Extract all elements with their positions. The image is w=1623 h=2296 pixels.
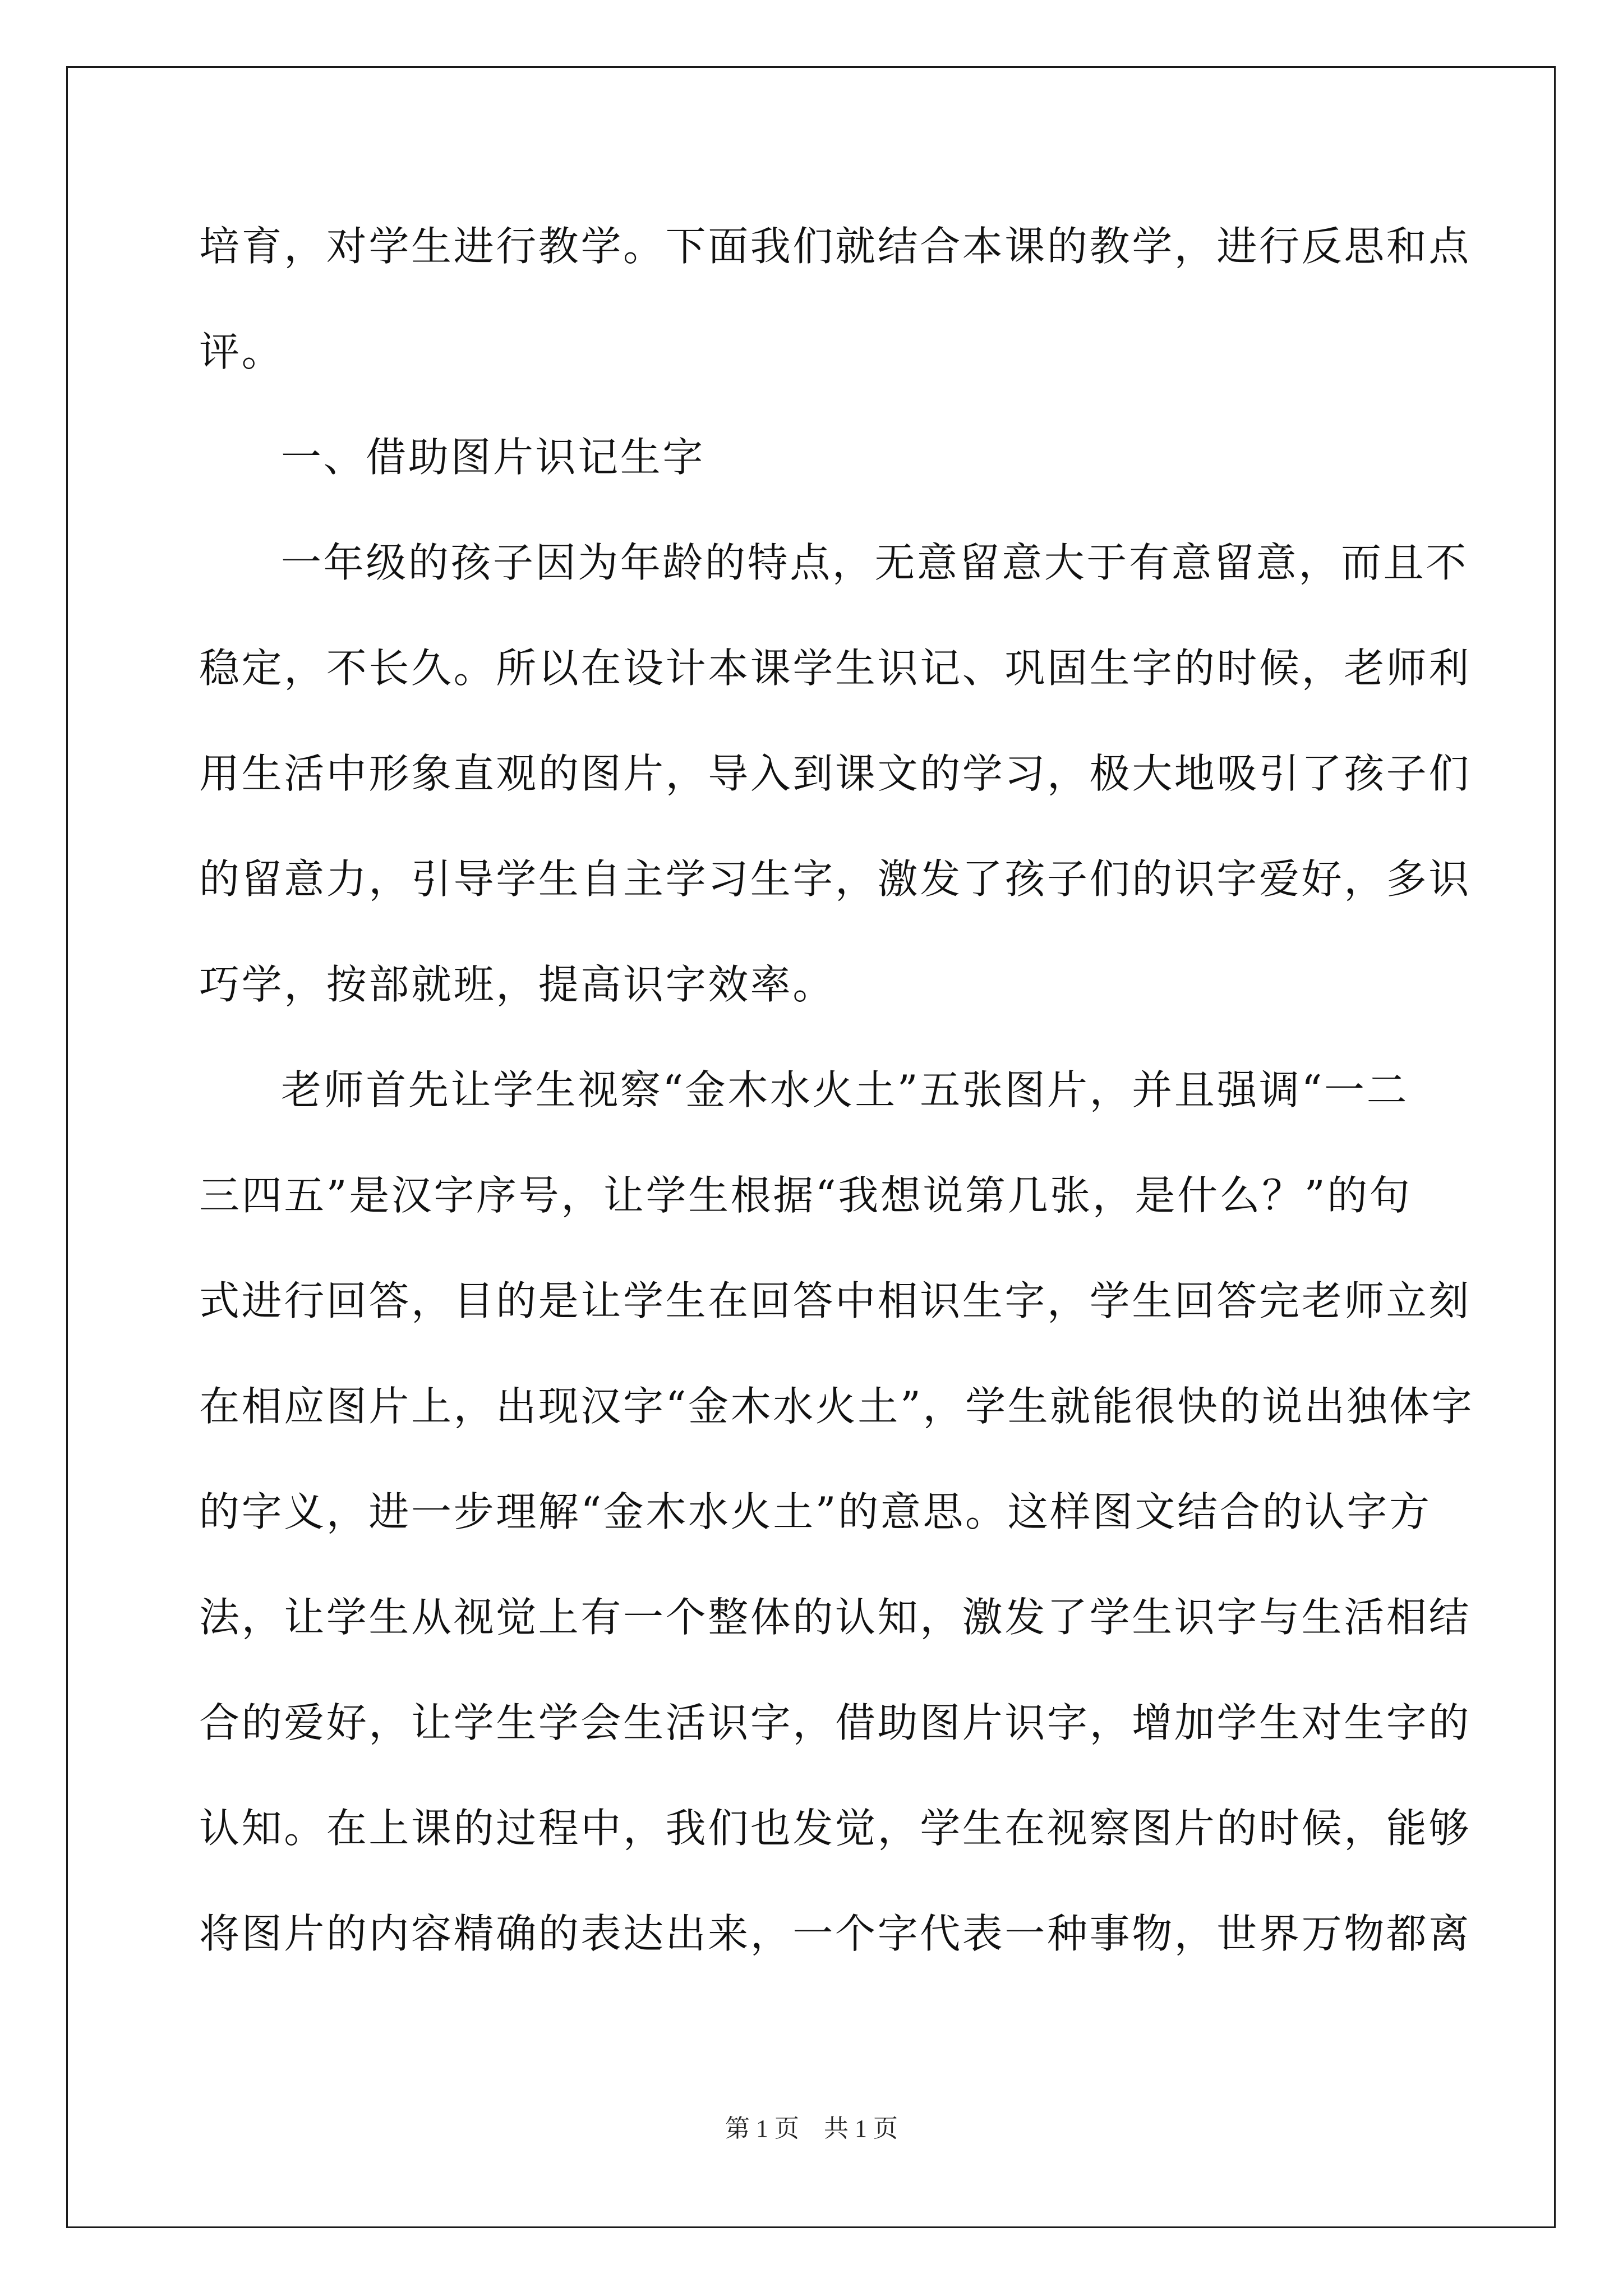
paragraph-line: 的字义，进一步理解“金木水火土”的意思。这样图文结合的认字方	[199, 1488, 1432, 1535]
paragraph-line: 的留意力，引导学生自主学习生字，激发了孩子们的识字爱好，多识	[199, 855, 1472, 903]
paragraph-line: 一、借助图片识记生字	[281, 434, 706, 481]
paragraph-line: 认知。在上课的过程中，我们也发觉，学生在视察图片的时候，能够	[199, 1805, 1472, 1852]
paragraph-line: 三四五”是汉字序号，让学生根据“我想说第几张，是什么？”的句	[199, 1172, 1412, 1219]
paragraph-line: 用生活中形象直观的图片，导入到课文的学习，极大地吸引了孩子们	[199, 750, 1472, 797]
paragraph-line: 老师首先让学生视察“金木水火土”五张图片，并且强调“一二	[281, 1066, 1409, 1114]
paragraph-line: 培育，对学生进行教学。下面我们就结合本课的教学，进行反思和点	[199, 223, 1472, 270]
paragraph-line: 式进行回答，目的是让学生在回答中相识生字，学生回答完老师立刻	[199, 1277, 1472, 1324]
document-body	[199, 194, 1474, 1986]
paragraph-line: 稳定，不长久。所以在设计本课学生识记、巩固生字的时候，老师利	[199, 645, 1472, 692]
paragraph-line: 将图片的内容精确的表达出来，一个字代表一种事物，世界万物都离	[199, 1910, 1472, 1957]
paragraph-line: 合的爱好，让学生学会生活识字，借助图片识字，增加学生对生字的	[199, 1699, 1472, 1746]
page-number-footer: 第 1 页 共 1 页	[725, 2115, 898, 2142]
paragraph-line: 法，让学生从视觉上有一个整体的认知，激发了学生识字与生活相结	[199, 1594, 1472, 1641]
paragraph-line: 评。	[199, 328, 284, 375]
paragraph-line: 巧学，按部就班，提高识字效率。	[199, 961, 836, 1008]
paragraph-line: 一年级的孩子因为年龄的特点，无意留意大于有意留意，而且不	[281, 539, 1468, 586]
paragraph-line: 在相应图片上，出现汉字“金木水火土”，学生就能很快的说出独体字	[199, 1383, 1474, 1430]
